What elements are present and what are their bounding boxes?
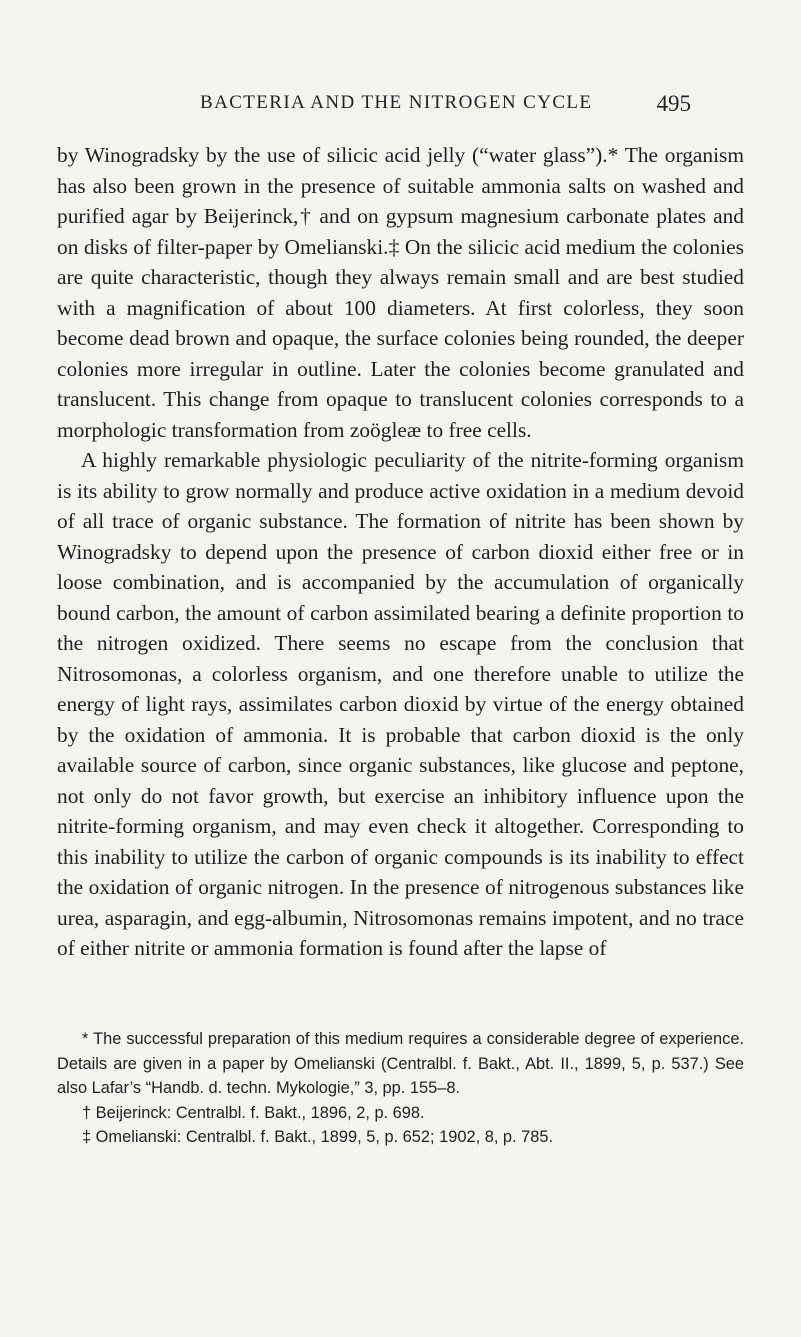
footnote-asterisk: * The successful preparation of this medium requires a considerable degree of experience. Details are given in a paper by Omelianski (Centralbl. f. Bakt., Abt. II., 1899, 5, p. 537.) See also Lafar’s “Handb. d. techn. Mykologie,” 3, pp. 155–8. (57, 1030, 744, 1098)
paragraph-continued: by Winogradsky by the use of silicic acid jelly (“water glass”).* The organism has also been grown in the presence of suitable ammonia salts on washed and purified agar by Beijerinck,† and on gypsum magnesium carbonate plates and on disks of filter-paper by Omelianski.‡ On the silicic acid medium the colonies are quite characteristic, though they always remain small and are best studied with a magnification of about 100 diameters. At first colorless, they soon become dead brown and opaque, the surface colonies being rounded, the deeper colonies more irregular in outline. Later the colonies become granulated and translucent. This change from opaque to translucent colonies corresponds to a morphologic transformation from zoögleæ to free cells. (57, 143, 744, 442)
body-text (57, 140, 744, 964)
footnote-dagger: † Beijerinck: Centralbl. f. Bakt., 1896, 2, p. 698. (82, 1103, 425, 1122)
page-number: 495 (656, 91, 691, 116)
footnote-double-dagger: ‡ Omelianski: Centralbl. f. Bakt., 1899, 5, p. 652; 1902, 8, p. 785. (82, 1128, 554, 1147)
running-head (0, 92, 801, 122)
running-title: BACTERIA AND THE NITROGEN CYCLE (200, 92, 593, 113)
footnotes (57, 1027, 744, 1150)
paragraph-physiologic-peculiarity: A highly remarkable physiologic peculiarity of the nitrite-forming organism is its ability to grow normally and produce active oxidation in a medium devoid of all trace of organic substance. The formation of nitrite has been shown by Winogradsky to depend upon the presence of carbon dioxid either free or in loose combination, and is accompanied by the accumulation of organically bound carbon, the amount of carbon assimilated bearing a definite proportion to the nitrogen oxidized. There seems no escape from the conclusion that Nitrosomonas, a colorless organism, and one therefore unable to utilize the energy of light rays, assimilates carbon dioxid by virtue of the energy obtained by the oxidation of ammonia. It is probable that carbon dioxid is the only available source of carbon, since organic substances, like glucose and peptone, not only do not favor growth, but exercise an inhibitory influence upon the nitrite-forming organism, and may even check it altogether. Corresponding to this inability to utilize the carbon of organic compounds is its inability to effect the oxidation of organic nitrogen. In the presence of nitrogenous substances like urea, asparagin, and egg-albumin, Nitrosomonas remains impotent, and no trace of either nitrite or ammonia formation is found after the lapse of (57, 448, 744, 960)
